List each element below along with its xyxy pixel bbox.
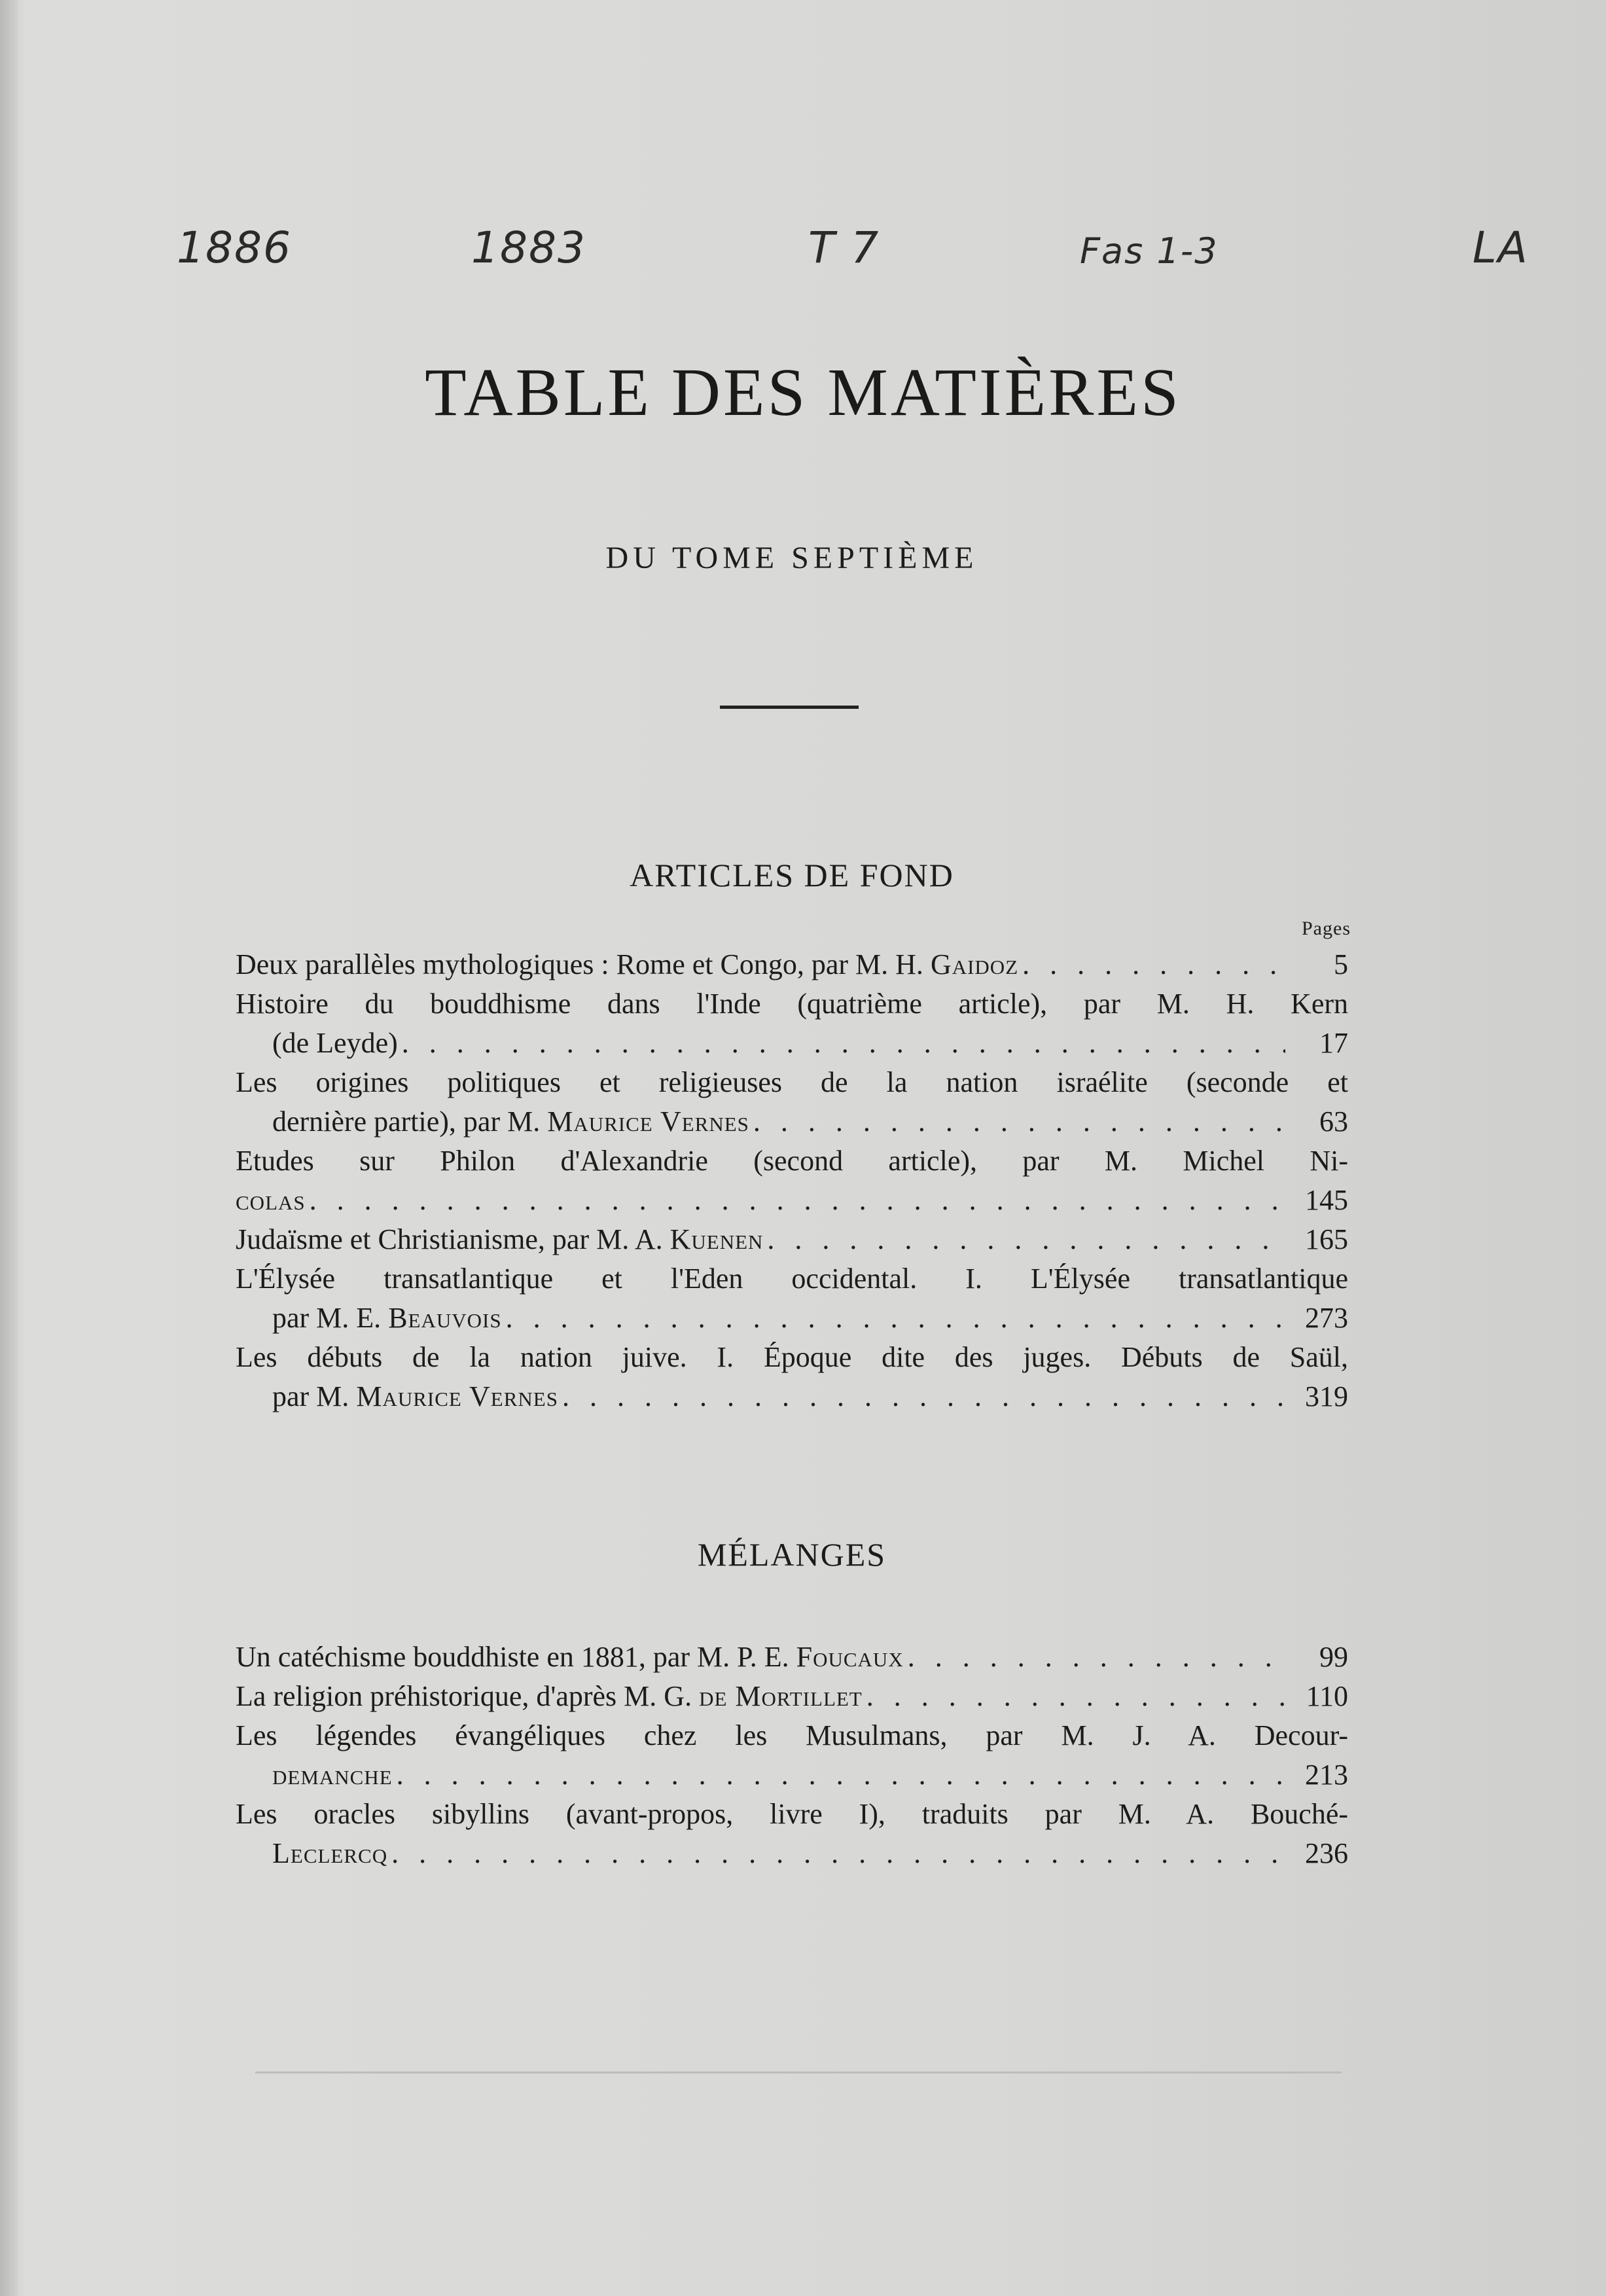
page-title: TABLE DES MATIÈRES [425,355,1181,430]
entry-title-continued: (de Leyde) [272,1027,398,1059]
handwritten-mark-3: T 7 [808,223,880,273]
handwritten-mark-5: LA [1472,223,1529,273]
entry-author: Kuenen [669,1223,764,1255]
leader-dots [397,1755,1285,1795]
handwritten-mark-2: 1883 [471,223,586,273]
entry-author: Maurice Vernes [547,1105,749,1138]
entry-title: Un catéchisme bouddhiste en 1881, par M. P. E. [236,1641,796,1673]
leader-dots [908,1638,1285,1677]
toc-entry[interactable] [236,1259,1348,1338]
title-divider [720,706,859,709]
entry-page-number: 5 [1334,948,1348,980]
entry-title-continued: par M. [272,1380,357,1412]
toc-entry[interactable] [236,1338,1348,1416]
toc-entry[interactable] [236,1220,1348,1259]
entry-title-continued: par M. E. [272,1302,389,1334]
toc-entry[interactable] [236,1638,1348,1677]
leader-dots [1022,945,1285,984]
section-heading-articles: ARTICLES DE FOND [630,857,954,893]
leader-dots [402,1024,1285,1063]
entry-page-number: 165 [1305,1223,1348,1255]
bleed-through-heading [249,275,331,365]
pages-column-label: Pages [1302,918,1351,939]
toc-entry[interactable] [236,945,1348,984]
toc-entry[interactable] [236,1063,1348,1141]
toc-entry[interactable] [236,1795,1348,1873]
leader-dots [866,1677,1285,1716]
handwritten-mark-1: 1886 [177,223,292,273]
toc-entry[interactable] [236,984,1348,1063]
entry-page-number: 145 [1305,1184,1348,1216]
toc-entry[interactable] [236,1716,1348,1795]
entry-title: Les origines politiques et religieuses de la nation israélite (seconde et [236,1066,1348,1098]
bleed-through-rule [255,2072,1342,2073]
entry-page-number: 319 [1305,1380,1348,1412]
entry-title: Judaïsme et Christianisme, par M. A. [236,1223,670,1255]
handwritten-mark-4: Fas 1-3 [1080,230,1219,272]
entry-author: Beauvois [388,1302,502,1334]
articles-toc [236,945,1348,1416]
entry-title: Les légendes évangéliques chez les Musulmans, par M. J. A. Decour- [236,1719,1348,1751]
entry-title: Les débuts de la nation juive. I. Époque dite des juges. Débuts de Saül, [236,1341,1348,1373]
entry-title: La religion préhistorique, d'après M. G. [236,1680,700,1712]
leader-dots [767,1220,1285,1259]
entry-author: de Mortillet [699,1680,863,1712]
section-heading-melanges: MÉLANGES [697,1536,887,1573]
entry-page-number: 99 [1319,1641,1348,1673]
entry-title: Etudes sur Philon d'Alexandrie (second article), par M. Michel Ni- [236,1145,1348,1177]
entry-author: Gaidoz [930,948,1019,980]
leader-dots [506,1299,1285,1338]
leader-dots [753,1102,1285,1141]
entry-page-number: 213 [1305,1759,1348,1791]
toc-entry[interactable] [236,1677,1348,1716]
page-binding-shadow [0,0,18,2296]
page-subtitle: DU TOME SEPTIÈME [605,541,978,575]
entry-title-continued: dernière partie), par M. [272,1105,548,1138]
entry-title: Les oracles sibyllins (avant-propos, livre I), traduits par M. A. Bouché- [236,1798,1348,1830]
toc-entry[interactable] [236,1141,1348,1220]
entry-title-continued: Leclercq [272,1837,388,1869]
entry-title: Histoire du bouddhisme dans l'Inde (quatrième article), par M. H. Kern [236,988,1348,1020]
entry-page-number: 17 [1319,1027,1348,1059]
entry-page-number: 110 [1306,1680,1348,1712]
entry-title: Deux parallèles mythologiques : Rome et Congo, par M. H. [236,948,931,980]
entry-page-number: 63 [1319,1105,1348,1138]
entry-author: Foucaux [796,1641,904,1673]
leader-dots [391,1834,1285,1873]
entry-author: Maurice Vernes [356,1380,558,1412]
entry-title: L'Élysée transatlantique et l'Eden occidental. I. L'Élysée transatlantique [236,1263,1348,1295]
leader-dots [310,1181,1285,1220]
entry-page-number: 273 [1305,1302,1348,1334]
entry-title-continued: colas [236,1184,306,1216]
entry-page-number: 236 [1305,1837,1348,1869]
leader-dots [562,1377,1285,1416]
melanges-toc [236,1638,1348,1873]
entry-title-continued: demanche [272,1759,393,1791]
